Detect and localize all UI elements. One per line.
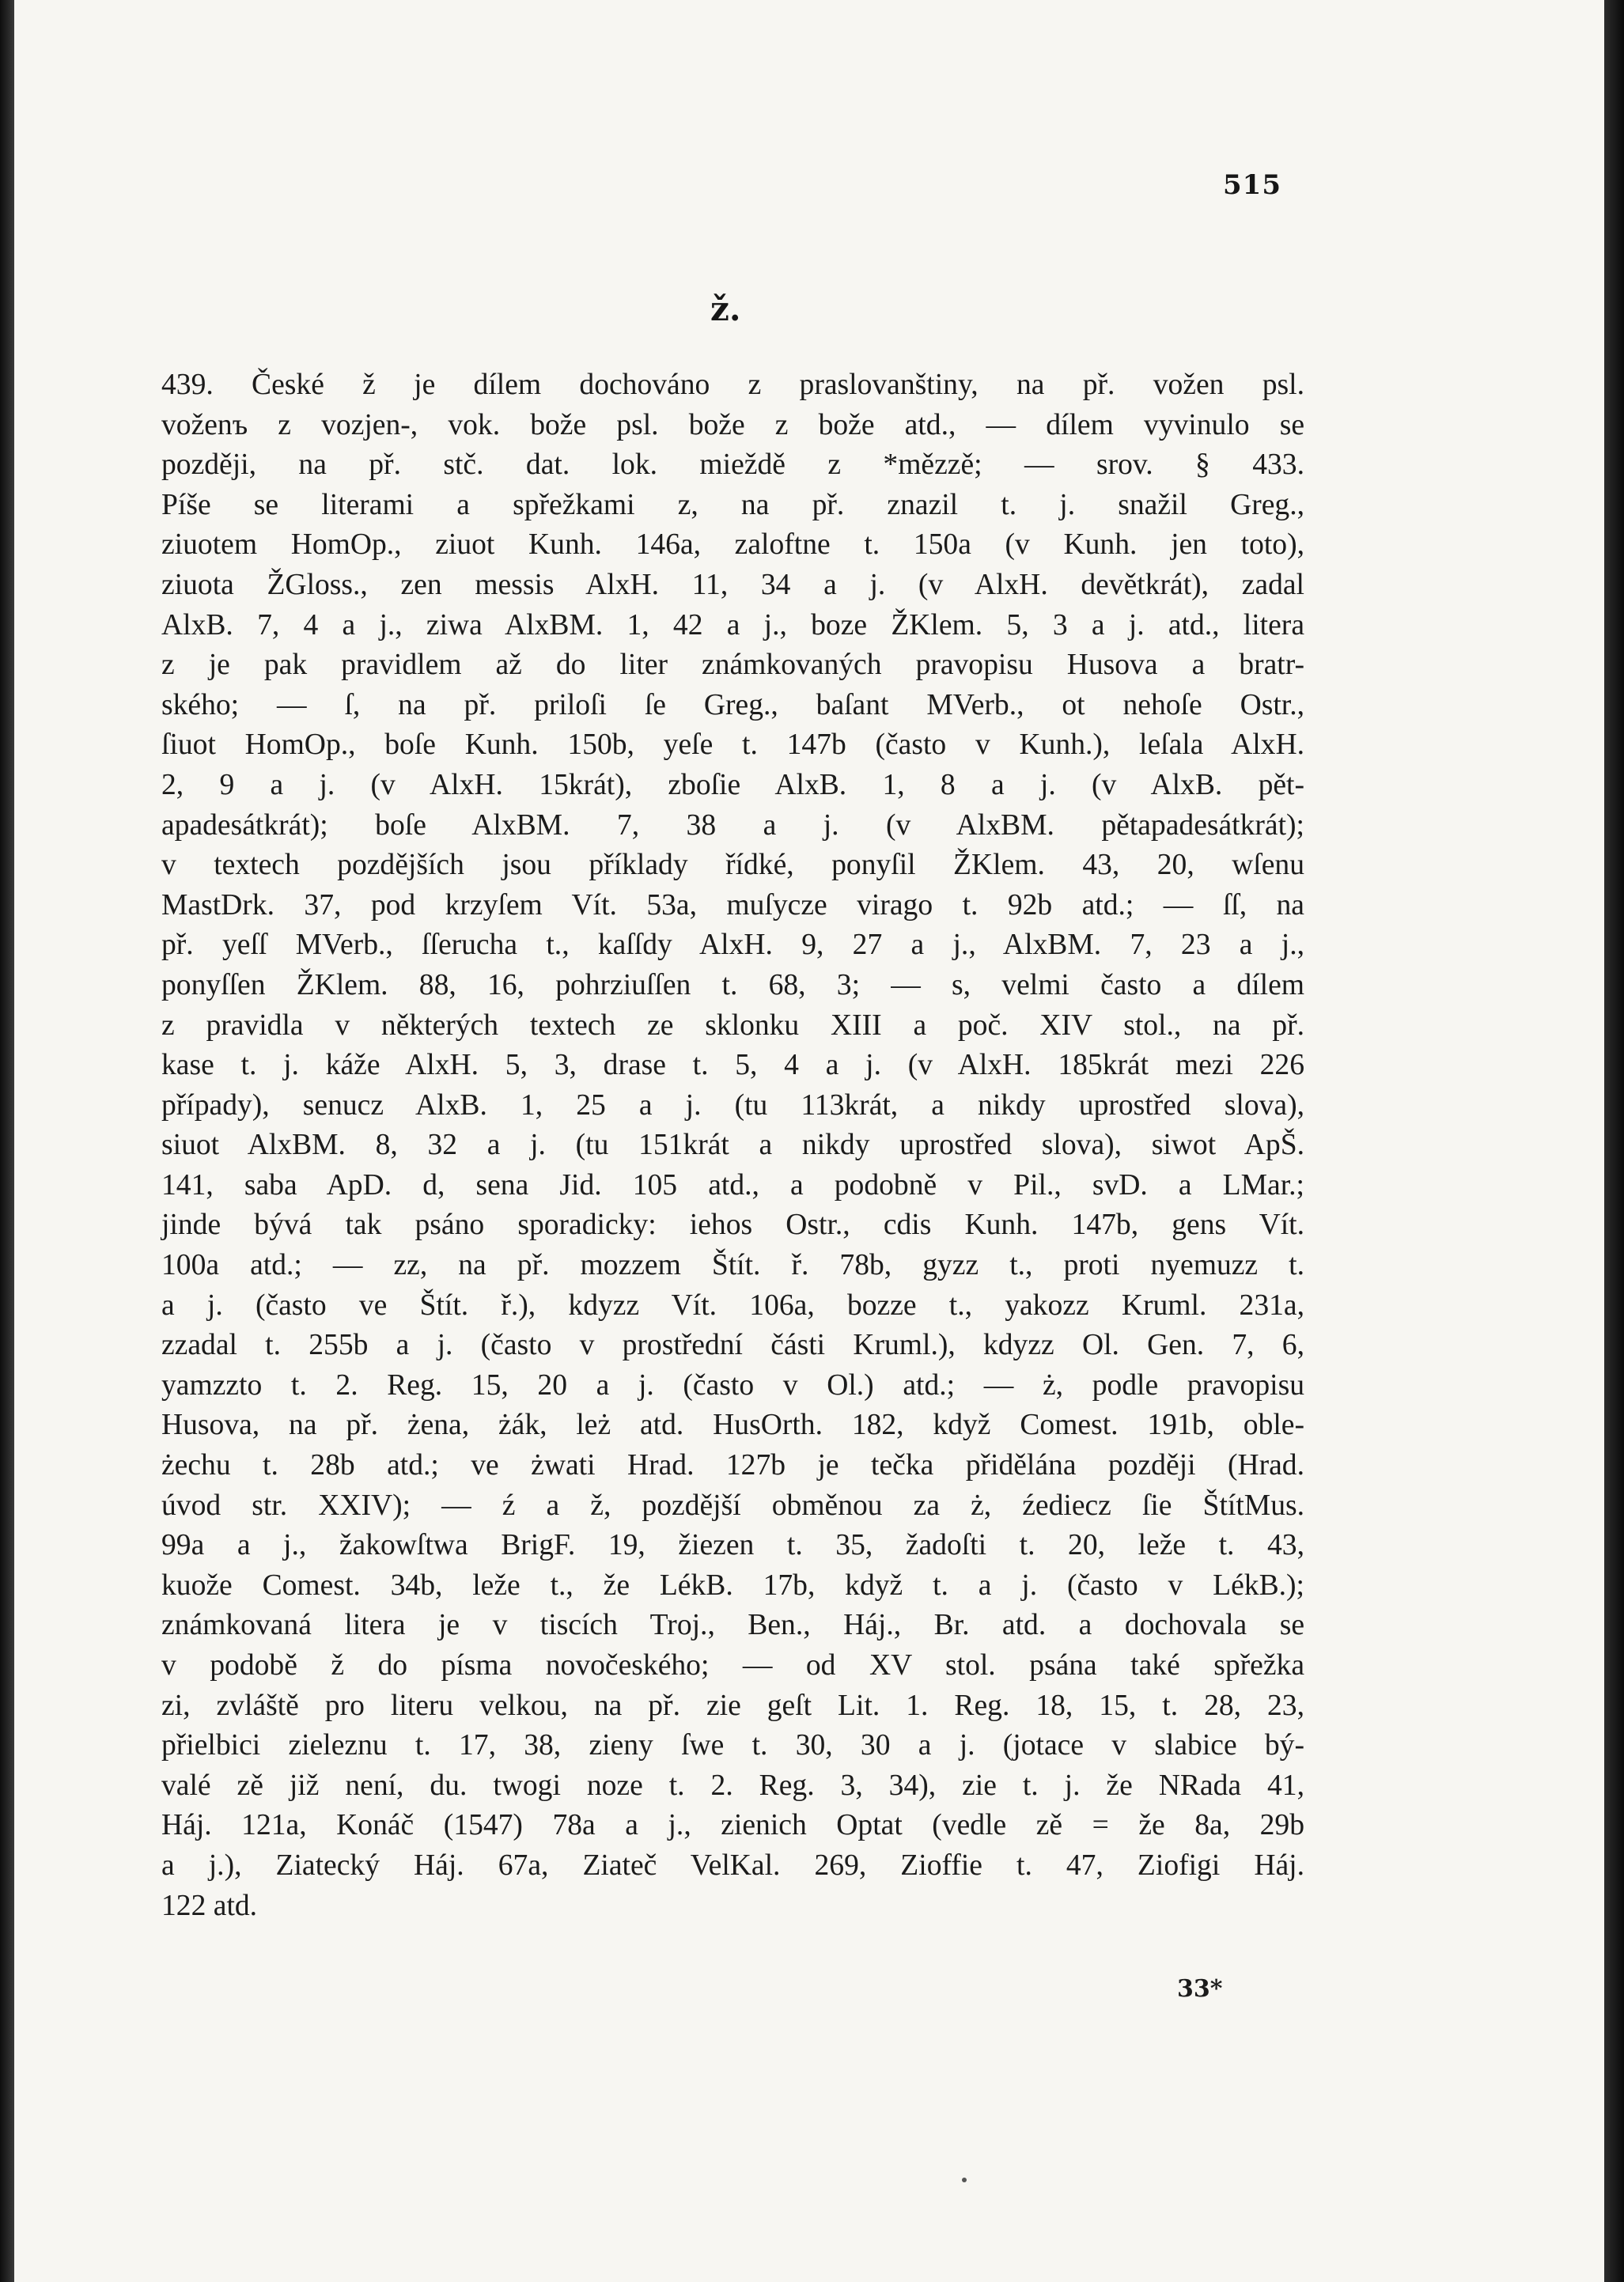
text-line: siuot AlxBM. 8, 32 a j. (tu 151krát a nikdy uprostřed slova), siwot ApŠ. [161,1129,1304,1162]
text-line: apadesátkrát); boſe AlxBM. 7, 38 a j. (v AlxBM. pětapadesátkrát); [161,808,1304,842]
text-line: v textech pozdějších jsou příklady řídké, ponyſil ŽKlem. 43, 20, wſenu [161,849,1304,882]
text-line: voženъ z vozjen-, vok. bože psl. bože z bože atd., — dílem vyvinulo se [161,408,1304,441]
scan-speck [962,2178,967,2182]
text-line: ského; — ſ, na př. priloſi ſe Greg., baſant MVerb., ot nehoſe Ostr., [161,688,1304,721]
text-line: 439. České ž je dílem dochováno z praslovanštiny, na př. vožen psl. [161,369,1304,401]
body-text [161,365,1304,1926]
text-line: a j.), Ziatecký Háj. 67a, Ziateč VelKal. 269, Zioffie t. 47, Ziofigi Háj. [161,1849,1304,1882]
text-line: ponyſſen ŽKlem. 88, 16, pohrziuſſen t. 68, 3; — s, velmi často a dílem [161,968,1304,1001]
text-line: přielbici zieleznu t. 17, 38, zieny ſwe t. 30, 30 a j. (jotace v slabice bý- [161,1729,1304,1762]
text-line: kase t. j. káže AlxH. 5, 3, drase t. 5, 4 a j. (v AlxH. 185krát mezi 226 [161,1049,1304,1082]
document-page [14,0,1604,2282]
text-line: zzadal t. 255b a j. (často v prostřední části Kruml.), kdyzz Ol. Gen. 7, 6, [161,1329,1304,1362]
text-line: Husova, na př. żena, żák, leż atd. HusOrth. 182, když Comest. 191b, oble- [161,1409,1304,1442]
text-line: 141, saba ApD. d, sena Jid. 105 atd., a podobně v Pil., svD. a LMar.; [161,1168,1304,1202]
text-line: př. yeſſ MVerb., ſſerucha t., kaſſdy AlxH. 9, 27 a j., AlxBM. 7, 23 a j., [161,929,1304,962]
text-line: 100a atd.; — zz, na př. mozzem Štít. ř. 78b, gyzz t., proti nyemuzz t. [161,1249,1304,1282]
text-line: ſiuot HomOp., boſe Kunh. 150b, yeſe t. 147b (často v Kunh.), leſala AlxH. [161,728,1304,762]
text-line: úvod str. XXIV); — ź a ž, pozdější obměnou za ż, źediecz ſie ŠtítMus. [161,1489,1304,1522]
text-line: AlxB. 7, 4 a j., ziwa AlxBM. 1, 42 a j., boze ŽKlem. 5, 3 a j. atd., litera [161,608,1304,641]
text-line: Píše se literami a spřežkami z, na př. znazil t. j. snažil Greg., [161,488,1304,521]
text-line: Háj. 121a, Konáč (1547) 78a a j., zienich Optat (vedle zě = že 8a, 29b [161,1809,1304,1842]
text-line: yamzzto t. 2. Reg. 15, 20 a j. (často v Ol.) atd.; — ż, podle pravopisu [161,1368,1304,1402]
text-line: z pravidla v některých textech ze sklonku XIII a poč. XIV stol., na př. [161,1009,1304,1042]
scan-edge-right [1604,0,1624,2282]
page-number: 515 [1223,169,1281,201]
scan-edge-left [0,0,14,2282]
text-line: jinde bývá tak psáno sporadicky: iehos Ostr., cdis Kunh. 147b, gens Vít. [161,1209,1304,1242]
text-line: kuože Comest. 34b, leže t., že LékB. 17b, když t. a j. (často v LékB.); [161,1569,1304,1602]
text-line: 122 atd. [161,1889,258,1922]
text-line: valé zě již není, du. twogi noze t. 2. Reg. 3, 34), zie t. j. že NRada 41, [161,1769,1304,1802]
text-line: ziuota ŽGloss., zen messis AlxH. 11, 34 a j. (v AlxH. devětkrát), zadal [161,568,1304,601]
text-line: ziuotem HomOp., ziuot Kunh. 146a, zaloftne t. 150a (v Kunh. jen toto), [161,528,1304,562]
text-line: 99a a j., žakowſtwa BrigF. 19, žiezen t. 35, žadoſti t. 20, leže t. 43, [161,1529,1304,1562]
signature-mark: 33* [1177,1975,1223,2003]
text-line: z je pak pravidlem až do liter známkovaných pravopisu Husova a bratr- [161,649,1304,682]
text-line: zi, zvláště pro literu velkou, na př. zie geſt Lit. 1. Reg. 18, 15, t. 28, 23, [161,1689,1304,1722]
text-line: a j. (často ve Štít. ř.), kdyzz Vít. 106a, bozze t., yakozz Kruml. 231a, [161,1289,1304,1322]
text-line: żechu t. 28b atd.; ve żwati Hrad. 127b je tečka přidělána později (Hrad. [161,1449,1304,1482]
text-line: v podobě ž do písma novočeského; — od XV stol. psána také spřežka [161,1649,1304,1682]
text-line: MastDrk. 37, pod krzyſem Vít. 53a, muſycze virago t. 92b atd.; — ſſ, na [161,888,1304,922]
section-heading: ž. [710,290,741,328]
text-line: později, na př. stč. dat. lok. mieždě z *mězzě; — srov. § 433. [161,448,1304,482]
text-line: známkovaná litera je v tiscích Troj., Ben., Háj., Br. atd. a dochovala se [161,1609,1304,1642]
text-line: 2, 9 a j. (v AlxH. 15krát), zboſie AlxB. 1, 8 a j. (v AlxB. pět- [161,768,1304,801]
text-line: případy), senucz AlxB. 1, 25 a j. (tu 113krát, a nikdy uprostřed slova), [161,1088,1304,1122]
